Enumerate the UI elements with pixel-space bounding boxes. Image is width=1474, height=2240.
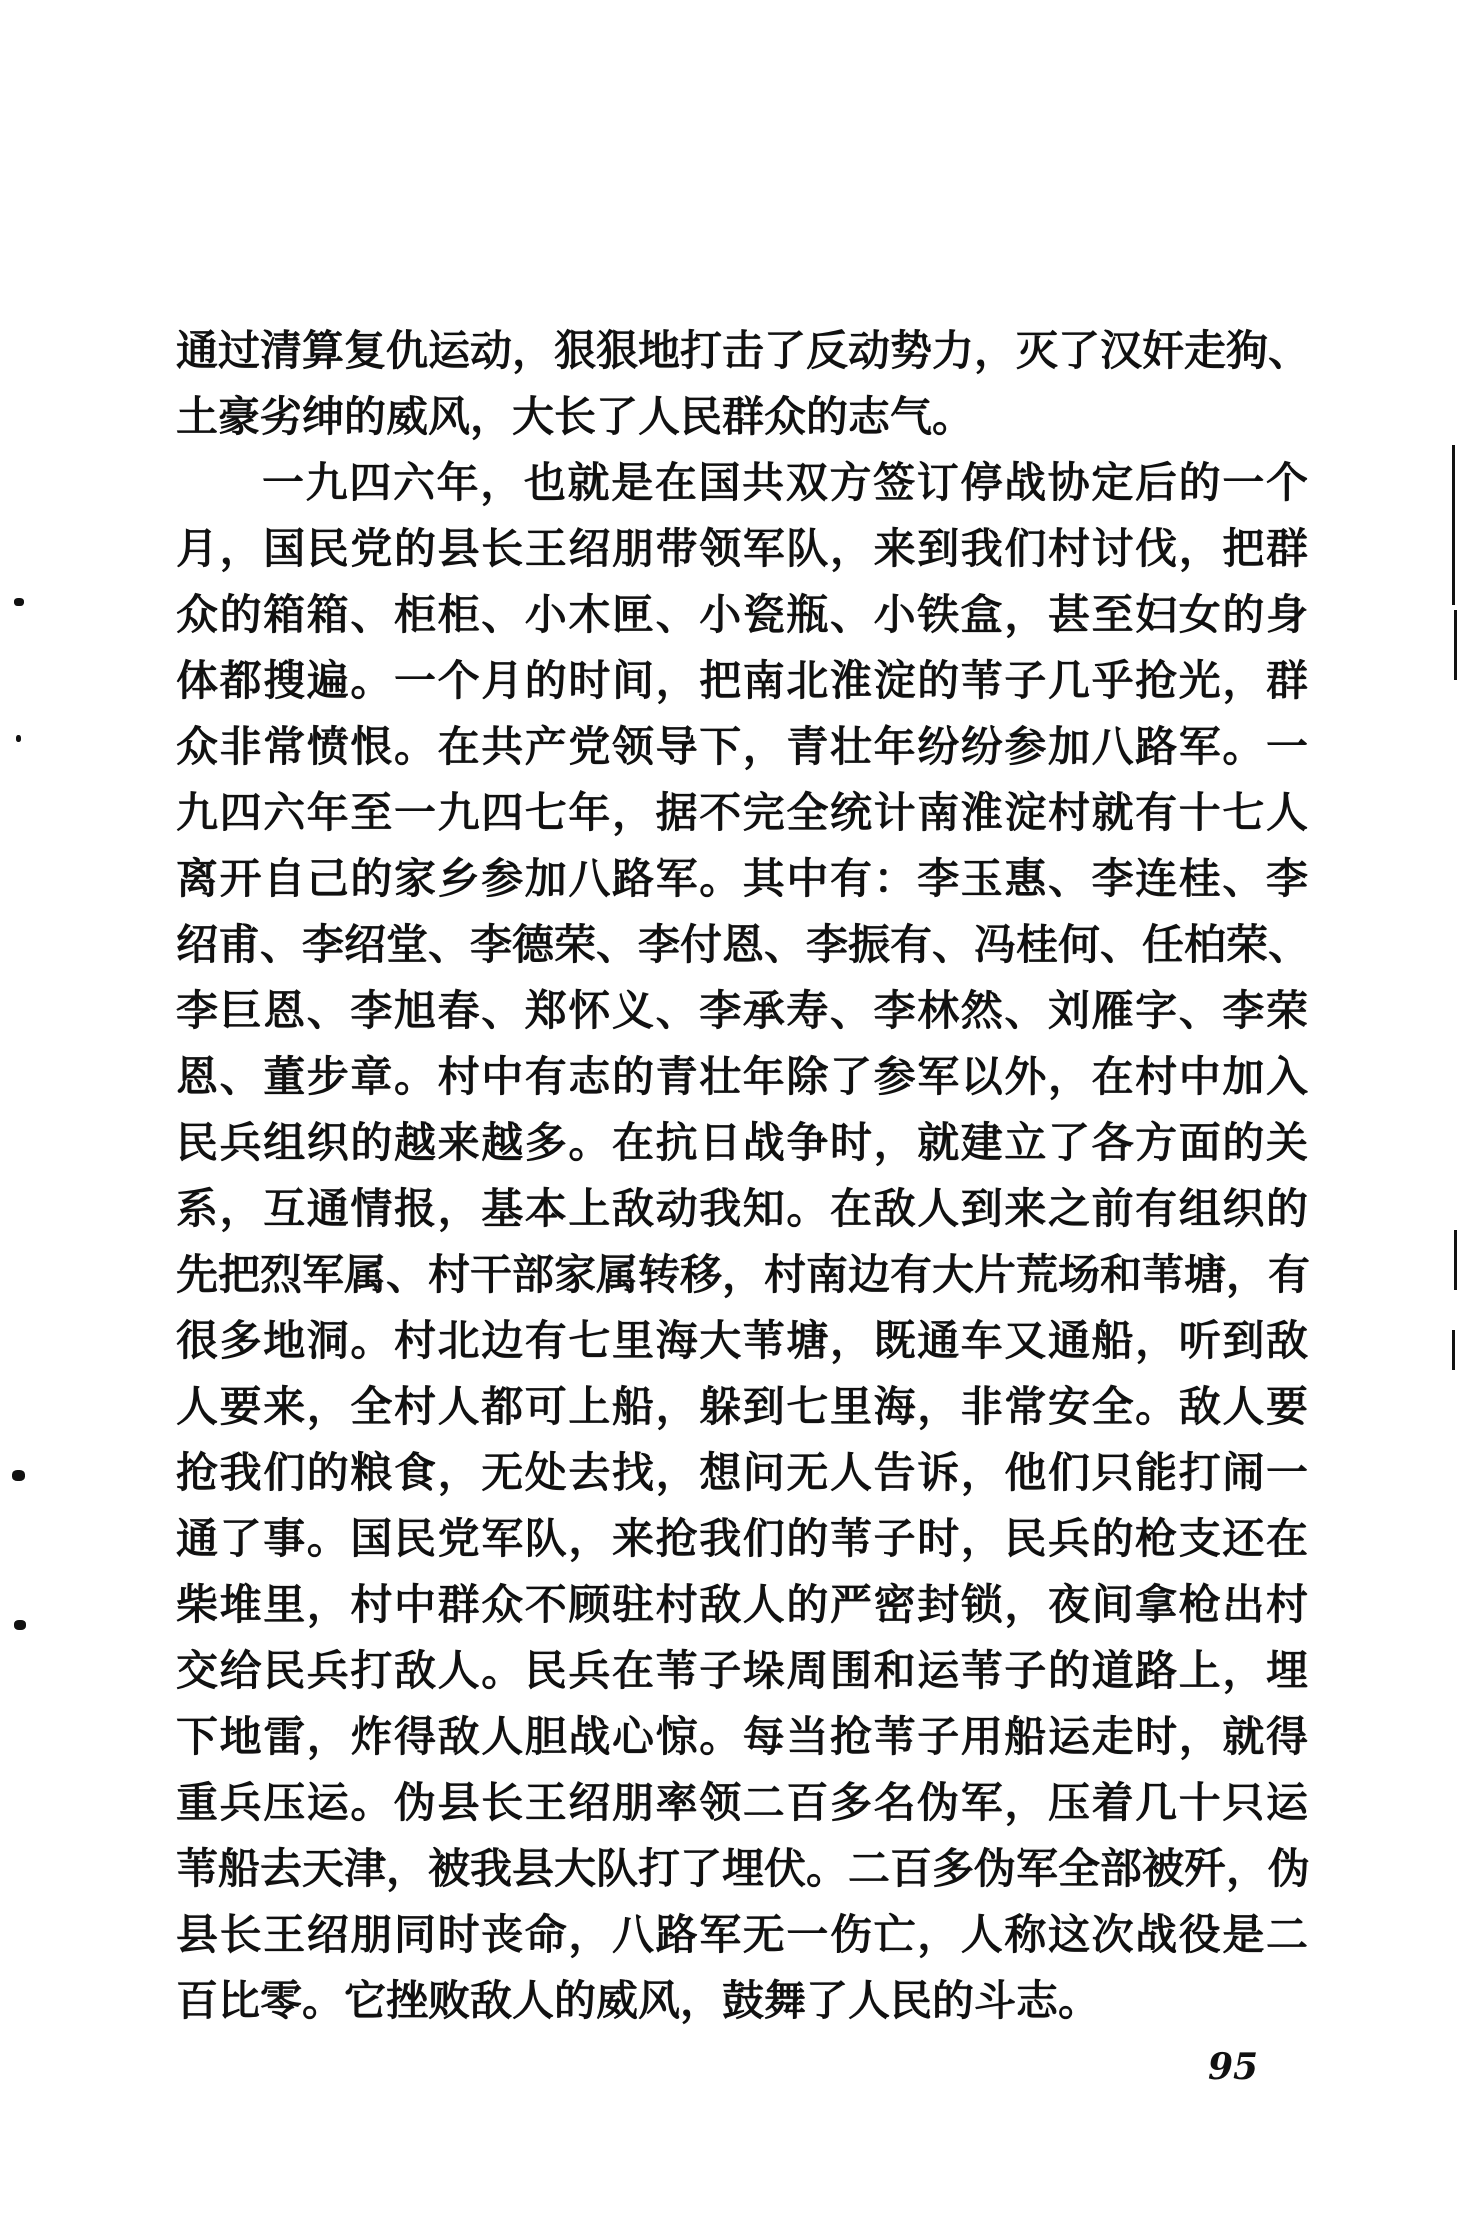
page-number: 95: [1208, 2046, 1259, 2088]
text-line: 通过清算复仇运动，狠狠地打击了反动势力，灭了汉奸走狗、: [176, 326, 1311, 375]
text-line: 百比零。它挫败敌人的威风，鼓舞了人民的斗志。: [176, 1976, 1101, 2025]
text-line: 绍甫、李绍堂、李德荣、李付恩、李振有、冯桂何、任柏荣、: [176, 920, 1311, 969]
text-line: 苇船去天津，被我县大队打了埋伏。二百多伪军全部被歼，伪: [176, 1844, 1311, 1893]
text-line: 先把烈军属、村干部家属转移，村南边有大片荒场和苇塘，有: [176, 1250, 1311, 1299]
text-line: 恩、董步章。村中有志的青壮年除了参军以外，在村中加入: [176, 1052, 1308, 1101]
text-line: 土豪劣绅的威风，大长了人民群众的志气。: [176, 392, 975, 441]
text-line: 九四六年至一九四七年，据不完全统计南淮淀村就有十七人: [176, 788, 1308, 837]
scan-speck: [14, 1620, 26, 1630]
text-line: 柴堆里，村中群众不顾驻村敌人的严密封锁，夜间拿枪出村: [176, 1580, 1308, 1629]
text-line: 李巨恩、李旭春、郑怀义、李承寿、李林然、刘雁字、李荣: [176, 986, 1308, 1035]
text-line: 重兵压运。伪县长王绍朋率领二百多名伪军，压着几十只运: [176, 1778, 1308, 1827]
text-line: 县长王绍朋同时丧命，八路军无一伤亡，人称这次战役是二: [176, 1910, 1308, 1959]
scan-edge-line: [1452, 445, 1455, 605]
body-text: [176, 318, 1311, 2034]
text-line: 民兵组织的越来越多。在抗日战争时，就建立了各方面的关: [176, 1118, 1308, 1167]
text-line: 离开自己的家乡参加八路军。其中有：李玉惠、李连桂、李: [176, 854, 1308, 903]
text-line: 众非常愤恨。在共产党领导下，青壮年纷纷参加八路军。一: [176, 722, 1308, 771]
text-line: 很多地洞。村北边有七里海大苇塘，既通车又通船，听到敌: [176, 1316, 1308, 1365]
text-line: 体都搜遍。一个月的时间，把南北淮淀的苇子几乎抢光，群: [176, 656, 1308, 705]
scan-speck: [14, 598, 24, 606]
scan-edge-line: [1454, 610, 1457, 680]
text-line: 下地雷，炸得敌人胆战心惊。每当抢苇子用船运走时，就得: [176, 1712, 1308, 1761]
scan-edge-line: [1454, 1230, 1457, 1290]
scan-edge-line: [1452, 1330, 1455, 1370]
text-line: 月，国民党的县长王绍朋带领军队，来到我们村讨伐，把群: [176, 524, 1308, 573]
text-line: 通了事。国民党军队，来抢我们的苇子时，民兵的枪支还在: [176, 1514, 1308, 1563]
text-line: 交给民兵打敌人。民兵在苇子垛周围和运苇子的道路上，埋: [176, 1646, 1308, 1695]
text-line: 系，互通情报，基本上敌动我知。在敌人到来之前有组织的: [176, 1184, 1308, 1233]
text-line: 人要来，全村人都可上船，躲到七里海，非常安全。敌人要: [176, 1382, 1308, 1431]
scan-speck: [12, 1470, 25, 1481]
text-line: 一九四六年，也就是在国共双方签订停战协定后的一个: [262, 458, 1308, 507]
text-line: 众的箱箱、柜柜、小木匣、小瓷瓶、小铁盒，甚至妇女的身: [176, 590, 1308, 639]
scan-speck: [16, 735, 21, 742]
text-line: 抢我们的粮食，无处去找，想问无人告诉，他们只能打闹一: [176, 1448, 1308, 1497]
